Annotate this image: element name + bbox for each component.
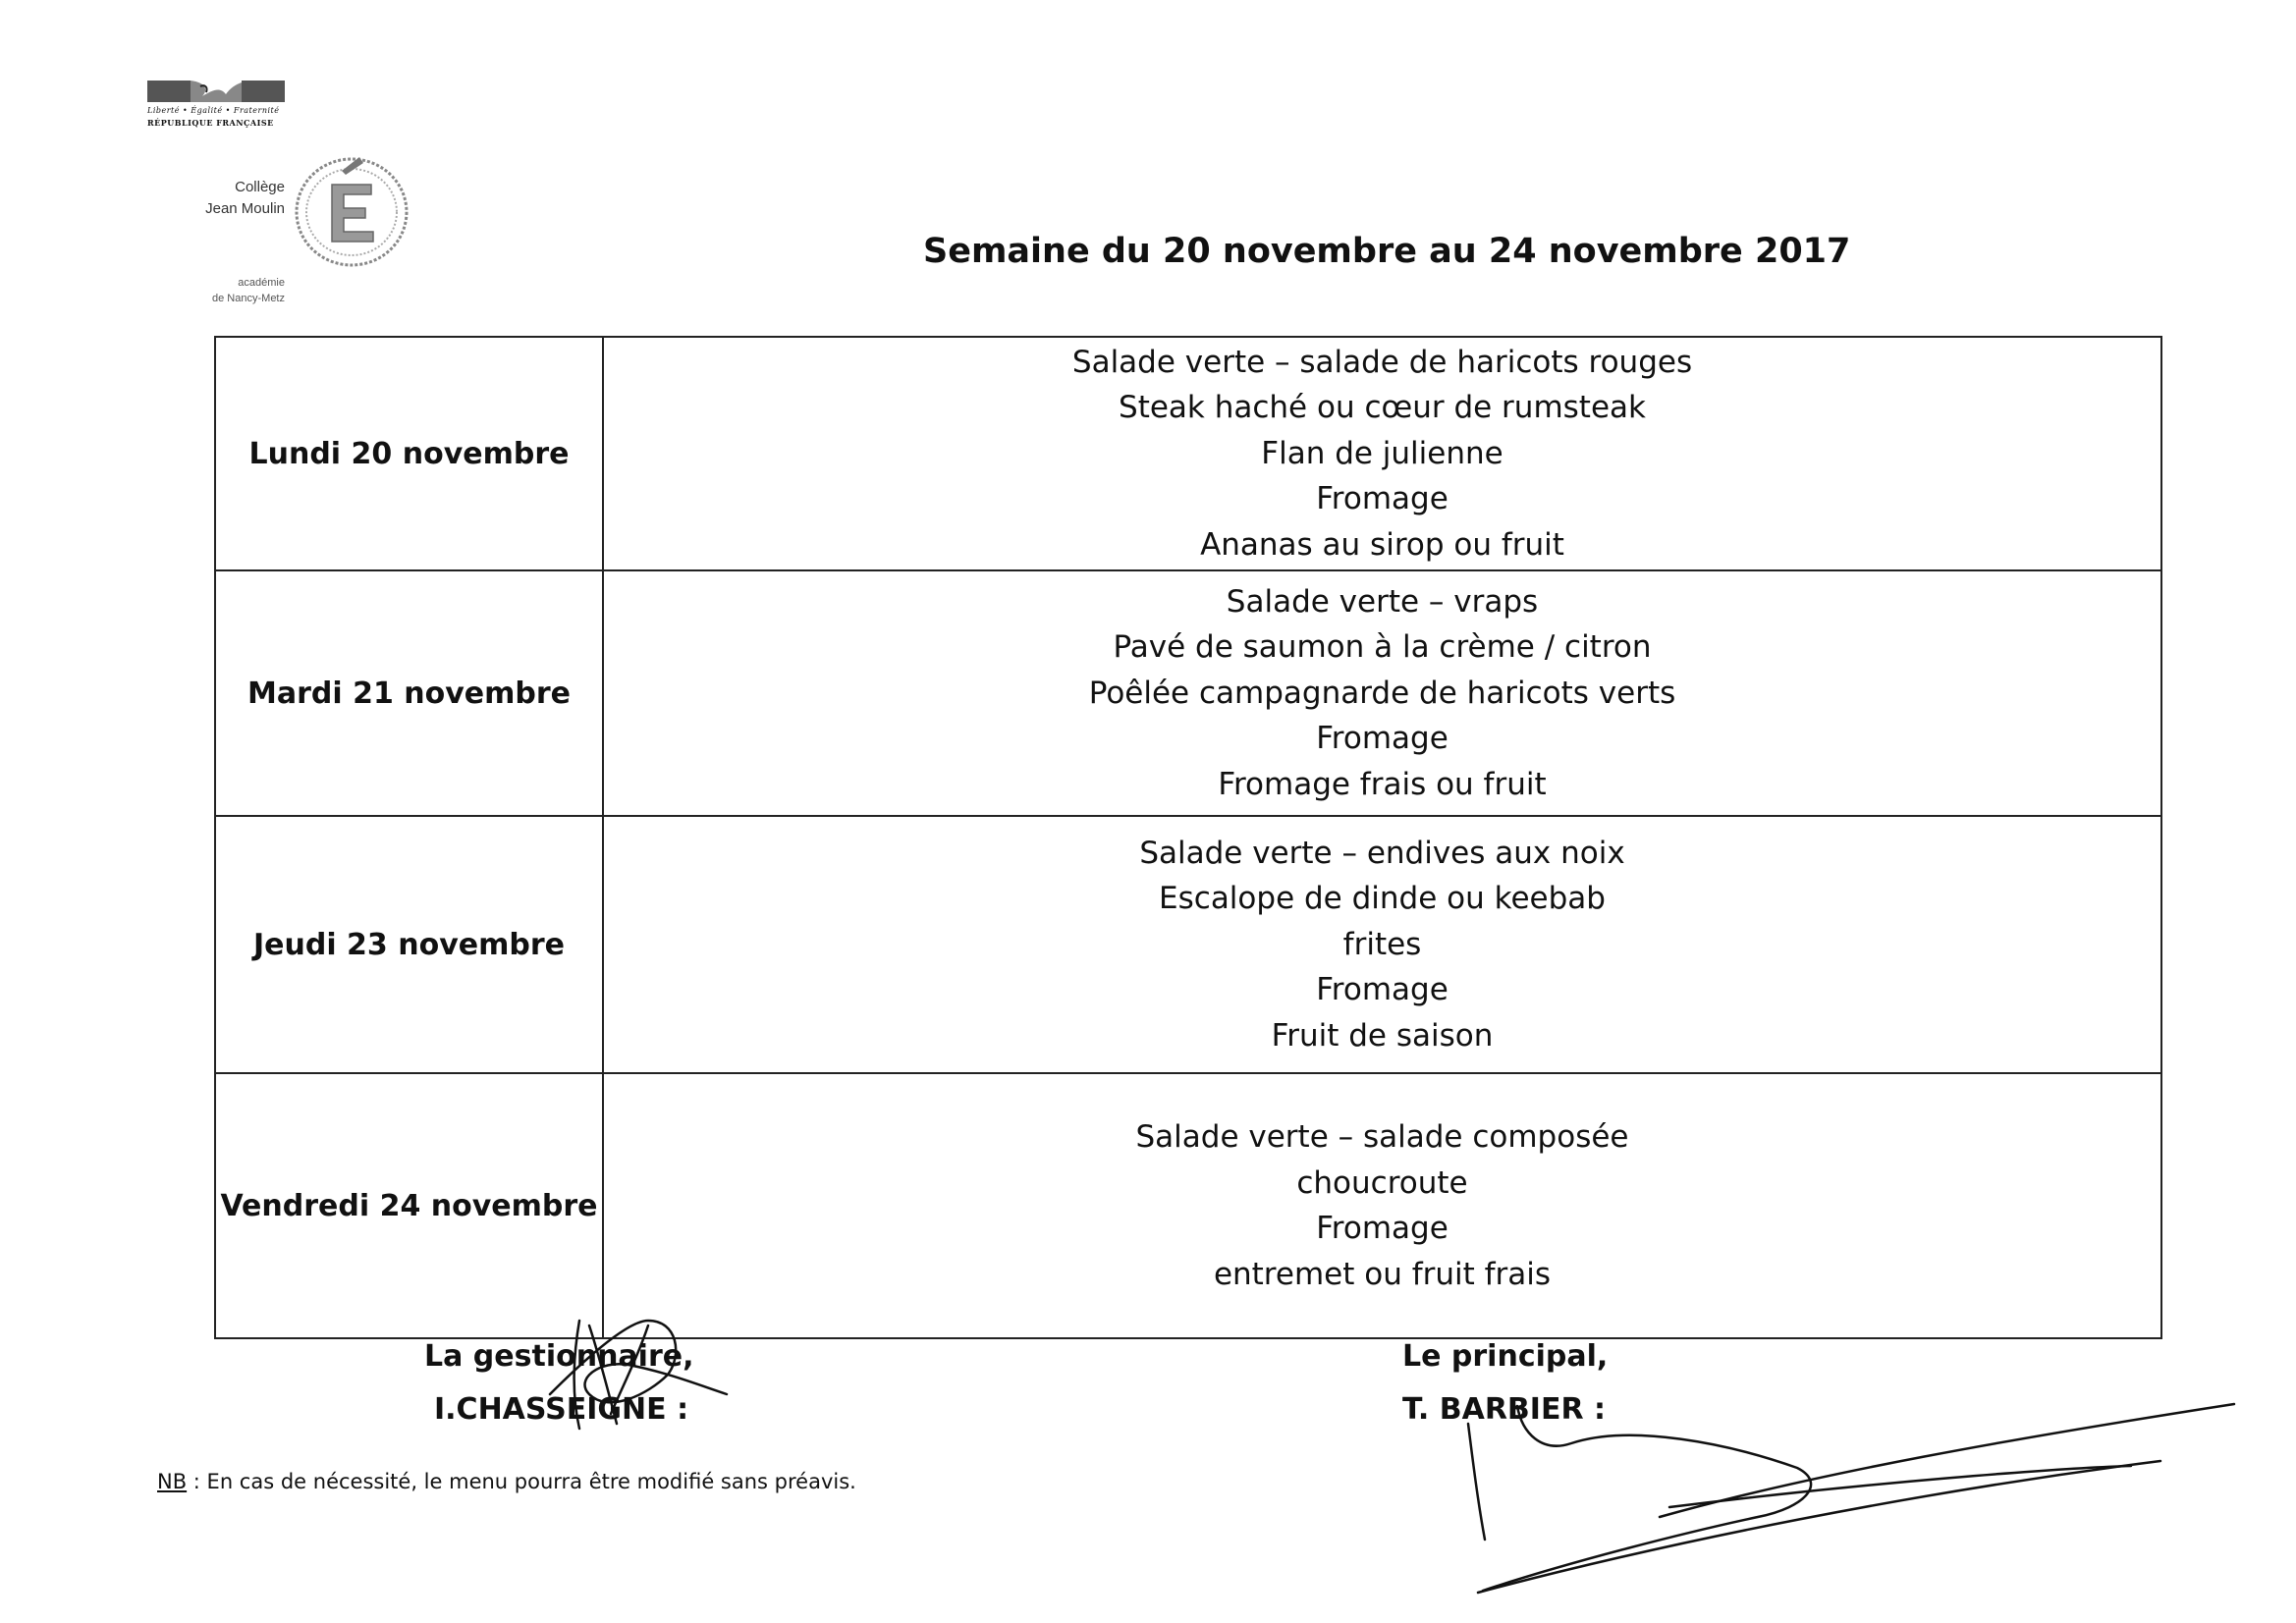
republic-name: RÉPUBLIQUE FRANÇAISE [147, 118, 274, 128]
dish-item: choucroute [1296, 1164, 1468, 1201]
principal-role: Le principal, [1402, 1339, 1609, 1374]
day-cell: Jeudi 23 novembre [216, 817, 604, 1072]
dish-item: Fromage [1316, 972, 1449, 1008]
dish-item: Poêlée campagnarde de haricots verts [1088, 675, 1676, 711]
principal-name: T. BARBIER : [1402, 1392, 1606, 1427]
dish-item: Salade verte – salade de haricots rouges [1071, 344, 1693, 380]
principal-signature-block [1402, 1330, 1608, 1436]
dish-item: Salade verte – endives aux noix [1139, 835, 1625, 871]
college-name-line2: Jean Moulin [205, 200, 285, 217]
day-cell: Lundi 20 novembre [216, 338, 604, 569]
dish-item: Fruit de saison [1271, 1017, 1494, 1054]
dish-item: Salade verte – salade composée [1135, 1119, 1629, 1155]
dishes-cell [604, 338, 2160, 569]
table-row [216, 815, 2160, 1072]
table-row [216, 338, 2160, 569]
dish-item: Salade verte – vraps [1226, 583, 1539, 620]
dish-item: Fromage [1316, 481, 1449, 517]
dish-item: Ananas au sirop ou fruit [1200, 526, 1564, 563]
college-name [157, 177, 285, 220]
dish-item: Escalope de dinde ou keebab [1159, 881, 1606, 917]
menu-table [214, 336, 2162, 1339]
college-name-line1: Collège [235, 179, 285, 195]
day-cell: Vendredi 24 novembre [216, 1074, 604, 1337]
academie-line2: de Nancy-Metz [212, 293, 285, 304]
note-text: : En cas de nécessité, le menu pourra être modifié sans préavis. [187, 1470, 856, 1493]
dish-item: Pavé de saumon à la crème / citron [1113, 629, 1652, 666]
college-logo [157, 145, 412, 312]
dish-item: Flan de julienne [1261, 435, 1503, 471]
note-label: NB [157, 1470, 188, 1493]
dishes-cell [604, 571, 2160, 815]
academie-line1: académie [238, 277, 285, 289]
gestionnaire-signature-block [424, 1330, 694, 1436]
gestionnaire-role: La gestionnaire, [424, 1339, 694, 1374]
table-row [216, 569, 2160, 815]
table-row [216, 1072, 2160, 1337]
gestionnaire-name: I.CHASSEIGNE : [434, 1392, 689, 1427]
dish-item: Fromage [1316, 721, 1449, 757]
day-cell: Mardi 21 novembre [216, 571, 604, 815]
dish-item: Fromage [1316, 1211, 1449, 1246]
dish-item: frites [1342, 926, 1422, 962]
dish-item: entremet ou fruit frais [1213, 1256, 1552, 1292]
dish-item: Steak haché ou cœur de rumsteak [1119, 390, 1646, 426]
republique-francaise-logo [147, 77, 285, 134]
dishes-cell [604, 817, 2160, 1072]
republic-motto: Liberté • Égalité • Fraternité [147, 106, 280, 115]
marianne-flag-icon [147, 77, 285, 104]
footer-note [157, 1470, 856, 1493]
dish-item: Fromage frais ou fruit [1218, 766, 1547, 802]
education-e-logo-icon [287, 145, 412, 283]
dishes-cell [604, 1074, 2160, 1337]
academie-name [157, 275, 285, 306]
page-title: Semaine du 20 novembre au 24 novembre 2017 [923, 232, 1851, 271]
